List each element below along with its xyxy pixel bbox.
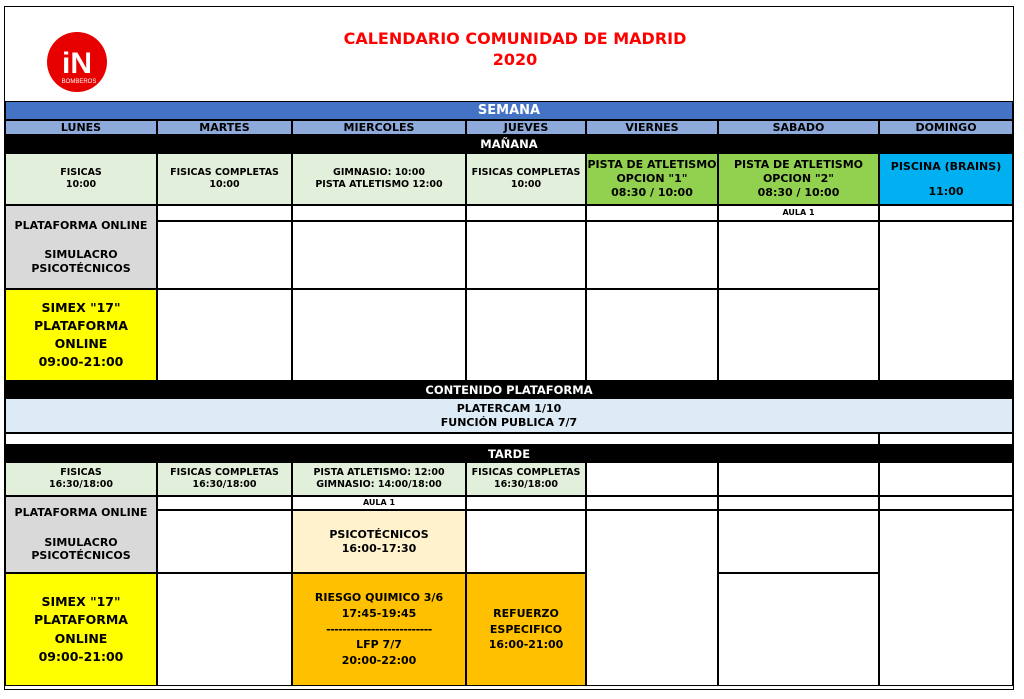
- empty-cell: [718, 510, 879, 573]
- contenido-line: FUNCIÓN PUBLICA 7/7: [440, 415, 578, 429]
- activity-option: OPCION "1": [616, 172, 688, 186]
- day-label: MIERCOLES: [343, 121, 415, 134]
- empty-cell: [292, 221, 466, 289]
- manana-lunes-cell: [5, 153, 157, 205]
- plataforma-line: SIMULACRO: [44, 535, 118, 549]
- activity-name: FISICAS: [60, 467, 102, 479]
- day-header-jueves: [466, 120, 586, 135]
- calendar-sheet: [4, 6, 1014, 690]
- activity-time: 08:30 / 10:00: [611, 185, 693, 199]
- activity-name: FISICAS COMPLETAS: [471, 467, 581, 479]
- title-line-2: 2020: [492, 49, 538, 69]
- contenido-label: CONTENIDO PLATAFORMA: [425, 382, 593, 397]
- activity-name: PISTA DE ATLETISMO: [587, 158, 717, 172]
- manana-miercoles-cell: [292, 153, 466, 205]
- activity-time: 16:30/18:00: [49, 479, 113, 490]
- manana-sabado-cell: [718, 153, 879, 205]
- empty-cell: [466, 289, 586, 381]
- empty-cell: [718, 221, 879, 289]
- riesgo-separator: --------------------------: [326, 622, 432, 636]
- empty-cell: [292, 289, 466, 381]
- simex-line: ONLINE: [54, 630, 108, 646]
- tarde-bar: [5, 445, 1013, 462]
- day-label: SABADO: [772, 121, 825, 134]
- manana-domingo-cell: [879, 153, 1013, 205]
- day-label: JUEVES: [503, 121, 549, 134]
- refuerzo-time: 16:00-21:00: [488, 638, 564, 652]
- simex-line: SIMEX "17": [41, 299, 121, 315]
- empty-cell: [718, 289, 879, 381]
- plataforma-line: PSICOTÉCNICOS: [31, 261, 131, 275]
- tarde-thin-viernes: [586, 496, 718, 510]
- empty-cell: [157, 221, 292, 289]
- empty-cell: [718, 573, 879, 686]
- tarde-thin-domingo: [879, 496, 1013, 510]
- plataforma-line: PSICOTÉCNICOS: [31, 549, 131, 563]
- tarde-martes-cell: [157, 462, 292, 496]
- activity-option: OPCION "2": [762, 172, 835, 186]
- manana-martes-cell: [157, 153, 292, 205]
- empty-cell-domingo: [879, 221, 1013, 381]
- tarde-aula-label: [292, 496, 466, 510]
- plataforma-title: PLATAFORMA ONLINE: [14, 218, 148, 232]
- plataforma-title: PLATAFORMA ONLINE: [14, 506, 148, 519]
- activity-time: PISTA ATLETISMO 12:00: [315, 179, 443, 190]
- activity-name: FISICAS COMPLETAS: [170, 467, 279, 479]
- activity-time: 08:30 / 10:00: [757, 185, 840, 199]
- empty-cell: [586, 462, 718, 496]
- activity-name: PISTA ATLETISMO: 12:00: [313, 467, 445, 479]
- manana-label: MAÑANA: [480, 137, 538, 151]
- aula-text: AULA 1: [362, 498, 396, 507]
- activity-name: PISTA DE ATLETISMO: [733, 158, 864, 172]
- day-header-miercoles: [292, 120, 466, 135]
- simex-time: 09:00-21:00: [38, 648, 124, 664]
- day-label: VIERNES: [625, 121, 679, 134]
- day-header-martes: [157, 120, 292, 135]
- day-label: MARTES: [199, 121, 250, 134]
- empty-cell: [586, 289, 718, 381]
- tarde-refuerzo-cell: [466, 573, 586, 686]
- day-label: DOMINGO: [915, 121, 977, 134]
- semana-label: SEMANA: [477, 103, 541, 118]
- contenido-cell: [5, 398, 1013, 433]
- semana-bar: [5, 101, 1013, 120]
- tarde-riesgo-cell: [292, 573, 466, 686]
- manana-thin-viernes: [586, 205, 718, 221]
- empty-cell-viernes: [586, 510, 718, 686]
- contenido-line: PLATERCAM 1/10: [456, 401, 562, 415]
- tarde-jueves-cell: [466, 462, 586, 496]
- activity-name: GIMNASIO: 10:00: [333, 167, 425, 179]
- activity-name: PISCINA (BRAINS): [890, 159, 1002, 173]
- empty-cell: [157, 573, 292, 686]
- logo-text: iN: [62, 47, 92, 80]
- tarde-psico-cell: [292, 510, 466, 573]
- activity-name: FISICAS COMPLETAS: [471, 167, 581, 179]
- psico-time: 16:00-17:30: [341, 541, 417, 555]
- activity-time: GIMNASIO: 14:00/18:00: [316, 479, 442, 490]
- empty-cell-domingo: [879, 510, 1013, 686]
- simex-line: ONLINE: [54, 336, 108, 351]
- activity-time: 16:30/18:00: [494, 479, 558, 490]
- manana-thin-domingo: [879, 205, 1013, 221]
- day-label: LUNES: [60, 121, 102, 134]
- spacer-row: [5, 433, 879, 445]
- simex-line: PLATAFORMA: [34, 317, 128, 333]
- manana-thin-martes: [157, 205, 292, 221]
- activity-time: 11:00: [928, 184, 964, 198]
- day-header-lunes: [5, 120, 157, 135]
- spacer-row: [879, 433, 1013, 445]
- logo: [39, 31, 115, 93]
- empty-cell: [466, 510, 586, 573]
- tarde-thin-sabado: [718, 496, 879, 510]
- logo-subtext: BOMBEROS: [61, 79, 97, 85]
- lfp-title: LFP 7/7: [356, 638, 402, 652]
- manana-simex-cell: [5, 289, 157, 381]
- manana-aula-label: [718, 205, 879, 221]
- simex-time: 09:00-21:00: [38, 354, 124, 370]
- simex-line: PLATAFORMA: [34, 612, 128, 628]
- tarde-thin-jueves: [466, 496, 586, 510]
- manana-thin-jueves: [466, 205, 586, 221]
- activity-name: FISICAS COMPLETAS: [170, 167, 279, 179]
- page-title: [255, 29, 775, 71]
- plataforma-line: SIMULACRO: [44, 248, 118, 261]
- tarde-simex-cell: [5, 573, 157, 686]
- empty-cell: [157, 289, 292, 381]
- lfp-time: 20:00-22:00: [341, 654, 417, 668]
- day-header-domingo: [879, 120, 1013, 135]
- manana-jueves-cell: [466, 153, 586, 205]
- activity-name: FISICAS: [60, 167, 102, 179]
- activity-time: 10:00: [65, 179, 97, 190]
- riesgo-title: RIESGO QUIMICO 3/6: [314, 590, 444, 604]
- tarde-plataforma-cell: [5, 496, 157, 573]
- refuerzo-line: REFUERZO: [493, 606, 559, 620]
- manana-plataforma-cell: [5, 205, 157, 289]
- tarde-thin-martes: [157, 496, 292, 510]
- empty-cell: [157, 510, 292, 573]
- day-header-sabado: [718, 120, 879, 135]
- psico-title: PSICOTÉCNICOS: [329, 527, 429, 541]
- tarde-label: TARDE: [487, 446, 531, 461]
- aula-text: AULA 1: [782, 208, 815, 217]
- activity-time: 10:00: [510, 179, 542, 190]
- refuerzo-line: ESPECIFICO: [489, 622, 563, 636]
- empty-cell: [586, 221, 718, 289]
- simex-line: SIMEX "17": [41, 594, 121, 610]
- empty-cell: [466, 221, 586, 289]
- manana-bar: [5, 135, 1013, 153]
- tarde-miercoles-cell: [292, 462, 466, 496]
- manana-viernes-cell: [586, 153, 718, 205]
- activity-time: 16:30/18:00: [192, 479, 257, 490]
- riesgo-time: 17:45-19:45: [341, 606, 417, 620]
- contenido-bar: [5, 381, 1013, 398]
- day-header-viernes: [586, 120, 718, 135]
- tarde-lunes-cell: [5, 462, 157, 496]
- activity-time: 10:00: [209, 179, 240, 190]
- manana-thin-miercoles: [292, 205, 466, 221]
- empty-cell: [718, 462, 879, 496]
- empty-cell: [879, 462, 1013, 496]
- title-line-1: CALENDARIO COMUNIDAD DE MADRID: [343, 29, 687, 48]
